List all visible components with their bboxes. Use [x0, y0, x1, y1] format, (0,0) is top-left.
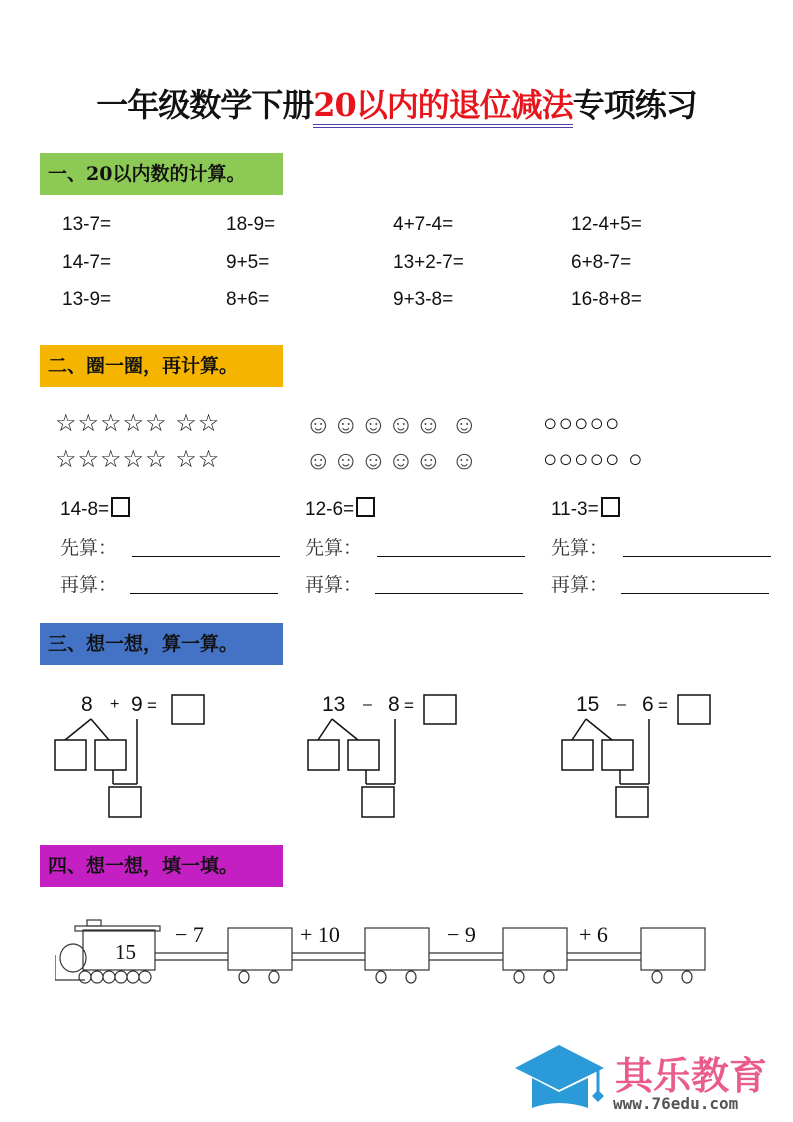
operator: –: [617, 696, 626, 713]
train-operation: + 6: [579, 922, 608, 947]
picture-row: ☺☺☺☺☺ ☺: [305, 445, 479, 475]
first-step-line[interactable]: [377, 556, 525, 557]
train-operation: − 9: [447, 922, 476, 947]
title-highlight: 20以内的退位减法: [313, 86, 573, 128]
equation-text: 12-6=: [305, 499, 355, 520]
picture-row: ☆☆☆☆☆ ☆☆: [55, 410, 221, 437]
train-car: [365, 928, 429, 970]
train-car: [641, 928, 705, 970]
operator: –: [363, 696, 372, 713]
then-step-label: 再算：: [60, 574, 118, 596]
first-step-label: 先算：: [305, 537, 363, 559]
picture-row: ☺☺☺☺☺ ☺: [305, 409, 479, 439]
train-drawing: [55, 910, 715, 990]
calc-problem: 8+6=: [226, 289, 270, 310]
first-step-label: 先算：: [60, 537, 118, 559]
answer-box[interactable]: [111, 497, 130, 517]
second-number: 9: [131, 693, 143, 716]
first-step-line[interactable]: [623, 556, 771, 557]
engine-wheels: [79, 971, 151, 983]
calc-problem: 16-8+8=: [571, 289, 642, 310]
equation-text: 14-8=: [60, 499, 110, 520]
circle-equation: [60, 497, 130, 521]
calc-problem: 18-9=: [226, 214, 276, 235]
then-step-line[interactable]: [375, 593, 523, 594]
page-title: [0, 80, 793, 126]
then-step-label: 再算：: [305, 574, 363, 596]
picture-row: ☆☆☆☆☆ ☆☆: [55, 446, 221, 473]
train-operation: + 10: [300, 922, 340, 947]
second-number: 6: [642, 693, 654, 716]
split-diagram: [306, 693, 506, 823]
first-step-line[interactable]: [132, 556, 280, 557]
first-number: 15: [576, 693, 600, 716]
calc-problem: 12-4+5=: [571, 214, 642, 235]
split-diagram: [53, 693, 253, 823]
equation-text: 11-3=: [551, 499, 599, 520]
title-part1: 一年级数学下册: [96, 86, 314, 124]
answer-box[interactable]: [601, 497, 620, 517]
second-number: 8: [388, 693, 400, 716]
equals-sign: =: [404, 696, 414, 715]
first-step-label: 先算：: [551, 537, 609, 559]
calc-problem: 9+3-8=: [393, 289, 454, 310]
section-1-header: 一、20以内数的计算。: [40, 153, 283, 195]
split-diagram: [560, 693, 760, 823]
circle-equation: [551, 497, 620, 521]
circle-equation: [305, 497, 375, 521]
calc-problem: 14-7=: [62, 252, 112, 273]
logo-name: 其乐教育: [615, 1054, 768, 1098]
train-car: [228, 928, 292, 970]
then-step-line[interactable]: [130, 593, 278, 594]
calc-problem: 13+2-7=: [393, 252, 464, 273]
train-start-number: 15: [115, 940, 136, 964]
graduation-cap-icon: [512, 1040, 612, 1115]
train-operation: − 7: [175, 922, 204, 947]
engine-boiler: [60, 944, 86, 972]
operator: +: [110, 696, 120, 713]
first-number: 8: [81, 693, 93, 716]
equals-sign: =: [658, 696, 668, 715]
then-step-line[interactable]: [621, 593, 769, 594]
picture-row: ○○○○○: [543, 410, 621, 437]
then-step-label: 再算：: [551, 574, 609, 596]
section-3-header: 三、想一想，算一算。: [40, 623, 283, 665]
answer-box[interactable]: [356, 497, 375, 517]
section-4-header: 四、想一想，填一填。: [40, 845, 283, 887]
equals-sign: =: [147, 696, 157, 715]
calc-problem: 4+7-4=: [393, 214, 454, 235]
picture-row: ○○○○○ ○: [543, 446, 644, 473]
first-number: 13: [322, 693, 346, 716]
logo-url: www.76edu.com: [613, 1094, 739, 1113]
calc-problem: 9+5=: [226, 252, 270, 273]
train-exercise: [55, 910, 715, 990]
calc-problem: 6+8-7=: [571, 252, 632, 273]
train-car: [503, 928, 567, 970]
section-2-header: 二、圈一圈，再计算。: [40, 345, 283, 387]
title-part2: 专项练习: [572, 86, 697, 124]
calc-problem: 13-9=: [62, 289, 112, 310]
calc-problem: 13-7=: [62, 214, 112, 235]
